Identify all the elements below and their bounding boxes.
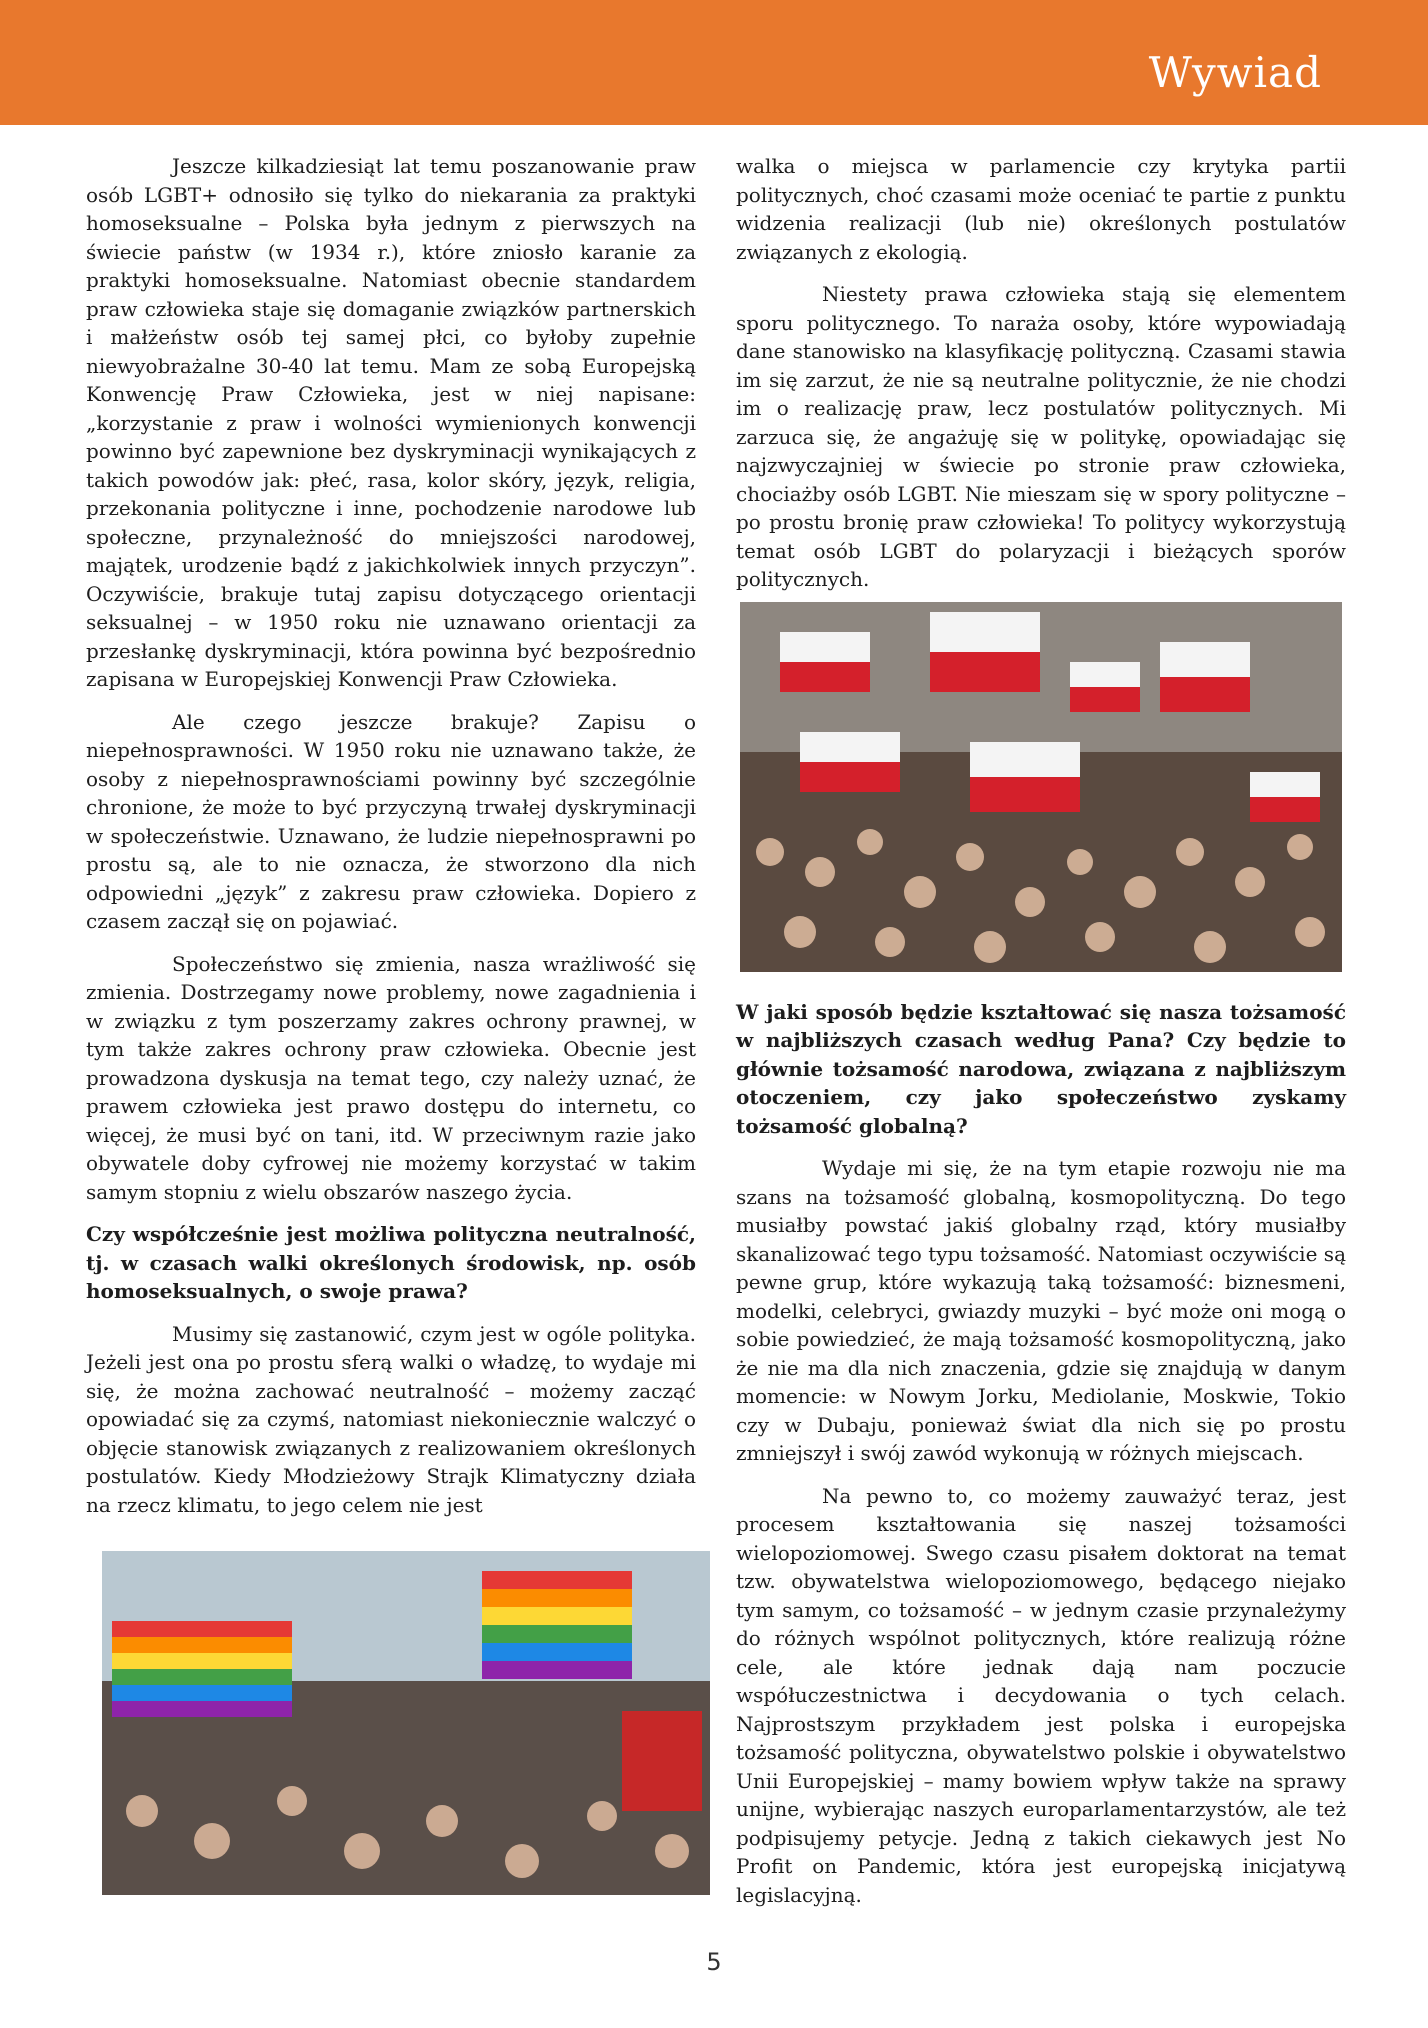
right-column (736, 152, 1346, 1923)
polish-flags-illustration (740, 602, 1342, 972)
section-title: Wywiad (1148, 48, 1322, 97)
left-column (86, 152, 696, 1533)
rainbow-flags-illustration (102, 1551, 710, 1895)
interview-question: W jaki sposób będzie kształtować się nasza tożsamość w najbliższych czasach według Pana? Czy będzie to głównie tożsamość narodowa, związana z najbliższym otoczeniem, czy jako społeczeństwo zyskamy tożsamość globalną? (736, 999, 1346, 1138)
paragraph: Wydaje mi się, że na tym etapie rozwoju nie ma szans na tożsamość globalną, kosmopolityczną. Do tego musiałby powstać jakiś globalny rząd, który musiałby skanalizować tego typu tożsamość. Natomiast oczywiście są pewne grup, które wykazują taką tożsamość: biznesmeni, modelki, celebryci, gwiazdy muzyki – być może oni mogą o sobie powiedzieć, że mają tożsamość kosmopolityczną, jako że nie ma dla nich znaczenia, gdzie się znajdują w danym momencie: w Nowym Jorku, Mediolanie, Moskwie, Tokio czy w Dubaju, ponieważ świat dla nich się po prostu zmniejszył i swój zawód wykonują w różnych miejscach. (736, 1156, 1346, 1465)
paragraph: Niestety prawa człowieka stają się elementem sporu politycznego. To naraża osoby, które wypowiadają dane stanowisko na klasyfikację polityczną. Czasami stawia im się zarzut, że nie są neutralne politycznie, że nie chodzi im o realizację praw, lecz postulatów politycznych. Mi zarzuca się, że angażuję się w politykę, opowiadając się najzwyczajniej w świecie po stronie praw człowieka, chociażby osób LGBT. Nie mieszam się w spory polityczne – po prostu bronię praw człowieka! To politycy wykorzystują temat osób LGBT do polaryzacji i bieżących sporów politycznych. (736, 282, 1346, 591)
page-number: 5 (706, 1948, 722, 1976)
paragraph: Ale czego jeszcze brakuje? Zapisu o niepełnosprawności. W 1950 roku nie uznawano także, że osoby z niepełnosprawnościami powinny być szczególnie chronione, że może to być przyczyną trwałej dyskryminacji w społeczeństwie. Uznawano, że ludzie niepełnosprawni po prostu są, ale to nie oznacza, że stworzono dla nich odpowiedni „język” z zakresu praw człowieka. Dopiero z czasem zaczął się on pojawiać. (86, 709, 696, 933)
paragraph: walka o miejsca w parlamencie czy krytyka partii politycznych, choć czasami może oceniać te partie z punktu widzenia realizacji (lub nie) określonych postulatów związanych z ekologią. (736, 154, 1346, 264)
header-bar (0, 0, 1428, 125)
interview-question: Czy współcześnie jest możliwa polityczna neutralność, tj. w czasach walki określonych środowisk, np. osób homoseksualnych, o swoje prawa? (86, 1222, 696, 1303)
photo-pride-parade (102, 1551, 710, 1895)
paragraph: Musimy się zastanowić, czym jest w ogóle polityka. Jeżeli jest ona po prostu sferą walki o władzę, to wydaje mi się, że można zachować neutralność – możemy zacząć opowiadać się za czymś, natomiast niekoniecznie walczyć o objęcie stanowisk związanych z realizowaniem określonych postulatów. Kiedy Młodzieżowy Strajk Klimatyczny działa na rzecz klimatu, to jego celem nie jest (86, 1321, 696, 1517)
photo-crowd-polish-flags (740, 602, 1342, 972)
paragraph: Na pewno to, co możemy zauważyć teraz, jest procesem kształtowania się naszej tożsamości wielopoziomowej. Swego czasu pisałem doktorat na temat tzw. obywatelstwa wielopoziomowego, będącego niejako tym samym, co tożsamość – w jednym czasie przynależymy do różnych wspólnot politycznych, które realizują różne cele, ale które jednak dają nam poczucie współuczestnictwa i decydowania o tych celach. Najprostszym przykładem jest polska i europejska tożsamość polityczna, obywatelstwo polskie i obywatelstwo Unii Europejskiej – mamy bowiem wpływ także na sprawy unijne, wybierając naszych europarlamentarzystów, ale też podpisujemy petycje. Jedną z takich ciekawych jest No Profit on Pandemic, która jest europejską inicjatywą legislacyjną. (736, 1483, 1346, 1907)
paragraph: Społeczeństwo się zmienia, nasza wrażliwość się zmienia. Dostrzegamy nowe problemy, nowe zagadnienia i w związku z tym poszerzamy zakres ochrony prawnej, w tym także zakres ochrony praw człowieka. Obecnie jest prowadzona dyskusja na temat tego, czy należy uznać, że prawem człowieka jest prawo dostępu do internetu, co więcej, że musi być on tani, itd. W przeciwnym razie jako obywatele doby cyfrowej nie możemy korzystać w takim samym stopniu z wielu obszarów naszego życia. (86, 951, 696, 1204)
paragraph: Jeszcze kilkadziesiąt lat temu poszanowanie praw osób LGBT+ odnosiło się tylko do niekarania za praktyki homoseksualne – Polska była jednym z pierwszych na świecie państw (w 1934 r.), które zniosło karanie za praktyki homoseksualne. Natomiast obecnie standardem praw człowieka staje się domaganie związków partnerskich i małżeństw osób tej samej płci, co byłoby zupełnie niewyobrażalne 30-40 lat temu. Mam ze sobą Europejską Konwencję Praw Człowieka, jest w niej napisane: „korzystanie z praw i wolności wymienionych konwencji powinno być zapewnione bez dyskryminacji wynikających z takich powodów jak: płeć, rasa, kolor skóry, język, religia, przekonania polityczne i inne, pochodzenie narodowe lub społeczne, przynależność do mniejszości narodowej, majątek, urodzenie bądź z jakichkolwiek innych przyczyn”. Oczywiście, brakuje tutaj zapisu dotyczącego orientacji seksualnej – w 1950 roku nie uznawano orientacji za przesłankę dyskryminacji, która powinna być bezpośrednio zapisana w Europejskiej Konwencji Praw Człowieka. (86, 154, 696, 691)
